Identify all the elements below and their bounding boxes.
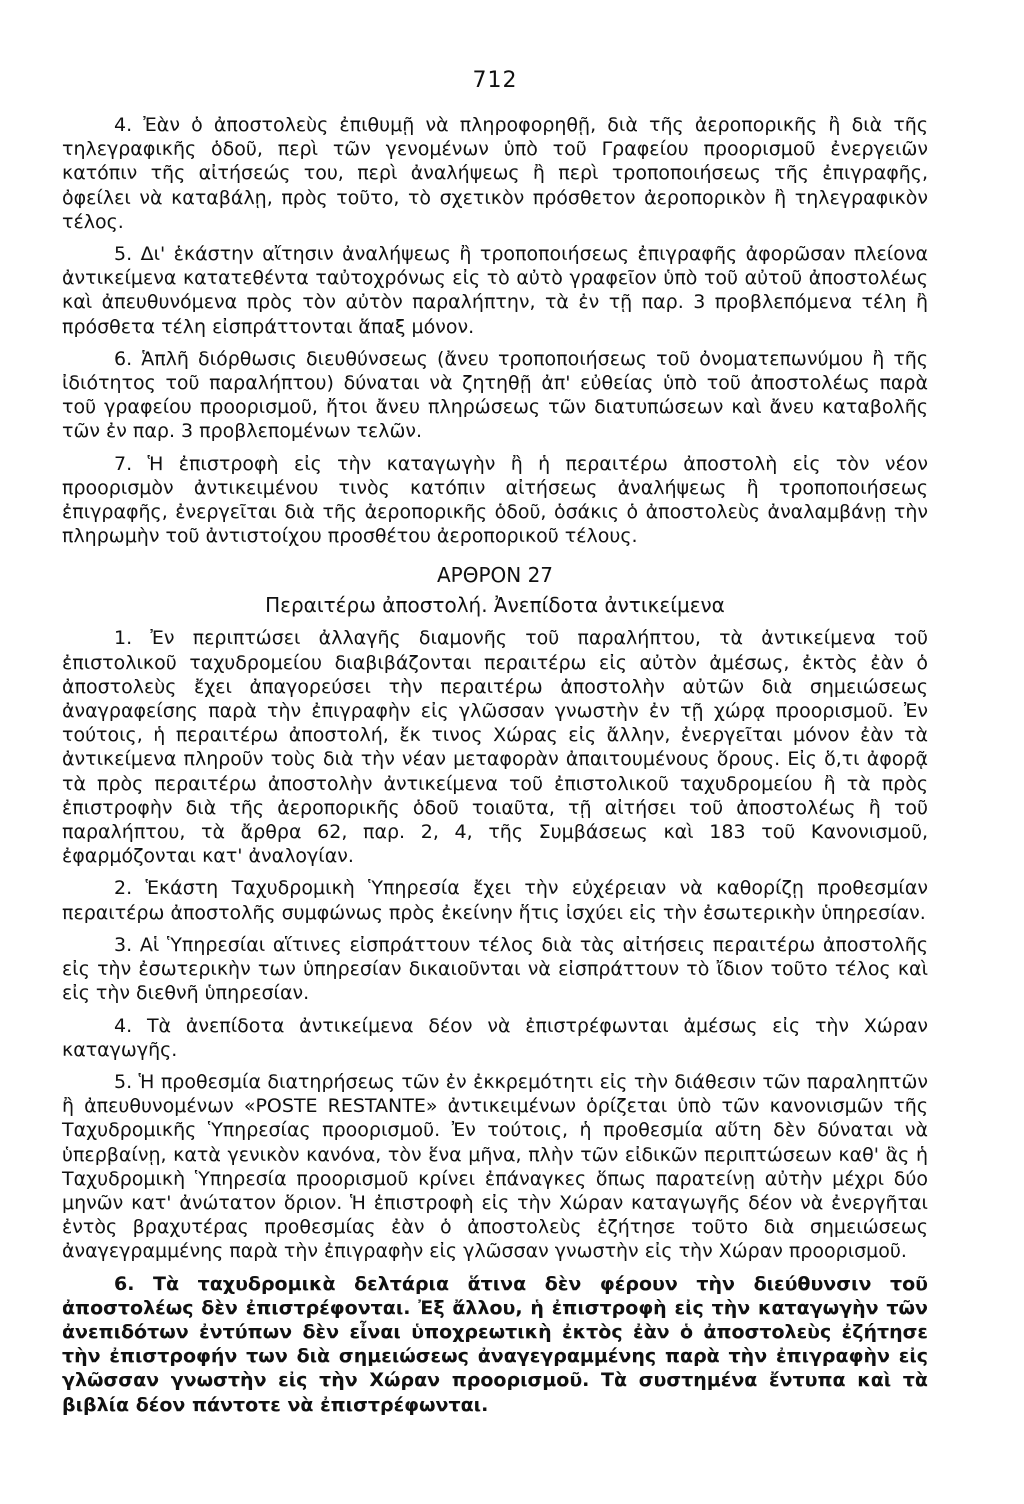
article-paragraph-1: 1. Ἐν περιπτώσει ἀλλαγῆς διαμονῆς τοῦ παραλήπτου, τὰ ἀντικείμενα τοῦ ἐπιστολικοῦ ταχυδρομείου διαβιβάζονται περαιτέρω εἰς αὐτὸν ἀμέσως, ἐκτὸς ἐὰν ὁ ἀποστολεὺς ἔχει ἀπαγορεύσει τὴν περαιτέρω ἀποστολὴν αὐτῶν διὰ σημειώσεως ἀναγραφείσης παρὰ τὴν ἐπιγραφὴν εἰς γλῶσσαν γνωστὴν ἐν τῇ χώρᾳ προορισμοῦ. Ἐν τούτοις, ἡ περαιτέρω ἀποστολή, ἔκ τινος Χώρας εἰς ἄλλην, ἐνεργεῖται μόνον ἐὰν τὰ ἀντικείμενα πληροῦν τοὺς διὰ τὴν νέαν μεταφορὰν ἀπαιτουμένους ὅρους. Εἰς ὅ,τι ἀφορᾷ τὰ πρὸς περαιτέρω ἀποστολὴν ἀντικείμενα τοῦ ἐπιστολικοῦ ταχυδρομείου ἢ τὰ πρὸς ἐπιστροφὴν διὰ τῆς ἀεροπορικῆς ὁδοῦ τοιαῦτα, τῇ αἰτήσει τοῦ ἀποστολέως ἢ τοῦ παραλήπτου, τὰ ἄρθρα 62, παρ. 2, 4, τῆς Συμβάσεως καὶ 183 τοῦ Κανονισμοῦ, ἐφαρμόζονται κατ' ἀναλογίαν. xyxy=(62,627,928,868)
page-number: 712 xyxy=(472,68,518,93)
article-paragraph-6: 6. Τὰ ταχυδρομικὰ δελτάρια ἅτινα δὲν φέρουν τὴν διεύθυνσιν τοῦ ἀποστολέως δὲν ἐπιστρέφονται. Ἐξ ἄλλου, ἡ ἐπιστροφὴ εἰς τὴν καταγωγὴν τῶν ἀνεπιδότων ἐντύπων δὲν εἶναι ὑποχρεωτικὴ ἐκτὸς ἐὰν ὁ ἀποστολεὺς ἐζήτησε τὴν ἐπιστροφήν των διὰ σημειώσεως ἀναγεγραμμένης παρὰ τὴν ἐπιγραφὴν εἰς γλῶσσαν γνωστὴν εἰς τὴν Χώραν προορισμοῦ. Τὰ συστημένα ἔντυπα καὶ τὰ βιβλία δέον πάντοτε νὰ ἐπιστρέφωνται. xyxy=(62,1272,928,1416)
document-page xyxy=(62,68,928,1425)
paragraph-4: 4. Ἐὰν ὁ ἀποστολεὺς ἐπιθυμῇ νὰ πληροφορηθῇ, διὰ τῆς ἀεροπορικῆς ἢ διὰ τῆς τηλεγραφικῆς ὁδοῦ, περὶ τῶν γενομένων ὑπὸ τοῦ Γραφείου προορισμοῦ ἐνεργειῶν κατόπιν τῆς αἰτήσεώς του, περὶ ἀναλήψεως ἢ περὶ τροποποιήσεως τῆς ἐπιγραφῆς, ὀφείλει νὰ καταβάλῃ, πρὸς τοῦτο, τὸ σχετικὸν πρόσθετον ἀεροπορικὸν ἢ τηλεγραφικὸν τέλος. xyxy=(62,114,928,233)
article-heading: ΑΡΘΡΟΝ 27 xyxy=(436,563,554,588)
article-paragraph-4: 4. Τὰ ἀνεπίδοτα ἀντικείμενα δέον νὰ ἐπιστρέφωνται ἀμέσως εἰς τὴν Χώραν καταγωγῆς. xyxy=(62,1014,928,1061)
paragraph-6: 6. Ἁπλῆ διόρθωσις διευθύνσεως (ἄνευ τροποποιήσεως τοῦ ὀνοματεπωνύμου ἢ τῆς ἰδιότητος τοῦ παραλήπτου) δύναται νὰ ζητηθῇ ἀπ' εὐθείας ὑπὸ τοῦ ἀποστολέως παρὰ τοῦ γραφείου προορισμοῦ, ἤτοι ἄνευ πληρώσεως τῶν διατυπώσεων καὶ ἄνευ καταβολῆς τῶν ἐν παρ. 3 προβλεπομένων τελῶν. xyxy=(62,347,928,443)
paragraph-7: 7. Ἡ ἐπιστροφὴ εἰς τὴν καταγωγὴν ἢ ἡ περαιτέρω ἀποστολὴ εἰς τὸν νέον προορισμὸν ἀντικειμένου τινὸς κατόπιν αἰτήσεως ἀναλήψεως ἢ τροποποιήσεως ἐπιγραφῆς, ἐνεργεῖται διὰ τῆς ἀεροπορικῆς ὁδοῦ, ὁσάκις ὁ ἀποστολεὺς ἀναλαμβάνῃ τὴν πληρωμὴν τοῦ ἀντιστοίχου προσθέτου ἀεροπορικοῦ τέλους. xyxy=(62,452,928,548)
paragraph-5: 5. Δι' ἑκάστην αἴτησιν ἀναλήψεως ἢ τροποποιήσεως ἐπιγραφῆς ἀφορῶσαν πλείονα ἀντικείμενα κατατεθέντα ταὐτοχρόνως εἰς τὸ αὐτὸ γραφεῖον ὑπὸ τοῦ αὐτοῦ ἀποστολέως καὶ ἀπευθυνόμενα πρὸς τὸν αὐτὸν παραλήπτην, τὰ ἐν τῇ παρ. 3 προβλεπόμενα τέλη ἢ πρόσθετα τέλη εἰσπράττονται ἅπαξ μόνον. xyxy=(62,243,928,338)
article-paragraph-2: 2. Ἑκάστη Ταχυδρομικὴ Ὑπηρεσία ἔχει τὴν εὐχέρειαν νὰ καθορίζῃ προθεσμίαν περαιτέρω ἀποστολῆς συμφώνως πρὸς ἐκείνην ἥτις ἰσχύει εἰς τὴν ἐσωτερικὴν ὑπηρεσίαν. xyxy=(62,877,928,924)
article-paragraph-3: 3. Αἱ Ὑπηρεσίαι αἵτινες εἰσπράττουν τέλος διὰ τὰς αἰτήσεις περαιτέρω ἀποστολῆς εἰς τὴν ἐσωτερικὴν των ὑπηρεσίαν δικαιοῦνται νὰ εἰσπράττουν τὸ ἴδιον τοῦτο τέλος καὶ εἰς τὴν διεθνῆ ὑπηρεσίαν. xyxy=(62,933,928,1005)
article-paragraph-5: 5. Ἡ προθεσμία διατηρήσεως τῶν ἐν ἐκκρεμότητι εἰς τὴν διάθεσιν τῶν παραληπτῶν ἢ ἀπευθυνομένων «POSTE RESTANTE» ἀντικειμένων ὁρίζεται ὑπὸ τῶν κανονισμῶν τῆς Ταχυδρομικῆς Ὑπηρεσίας προορισμοῦ. Ἐν τούτοις, ἡ προθεσμία αὕτη δὲν δύναται νὰ ὑπερβαίνῃ, κατὰ γενικὸν κανόνα, τὸν ἕνα μῆνα, πλὴν τῶν εἰδικῶν περιπτώσεων καθ' ἃς ἡ Ταχυδρομικὴ Ὑπηρεσία προορισμοῦ κρίνει ἐπάναγκες ὅπως παρατείνῃ αὐτὴν μέχρι δύο μηνῶν κατ' ἀνώτατον ὅριον. Ἡ ἐπιστροφὴ εἰς τὴν Χώραν καταγωγῆς δέον νὰ ἐνεργῆται ἐντὸς βραχυτέρας προθεσμίας ἐὰν ὁ ἀποστολεὺς ἐζήτησε τοῦτο διὰ σημειώσεως ἀναγεγραμμένης παρὰ τὴν ἐπιγραφὴν εἰς γλῶσσαν γνωστὴν εἰς τὴν Χώραν προορισμοῦ. xyxy=(62,1070,928,1263)
article-subheading: Περαιτέρω ἀποστολή. Ἀνεπίδοτα ἀντικείμενα xyxy=(265,593,725,618)
